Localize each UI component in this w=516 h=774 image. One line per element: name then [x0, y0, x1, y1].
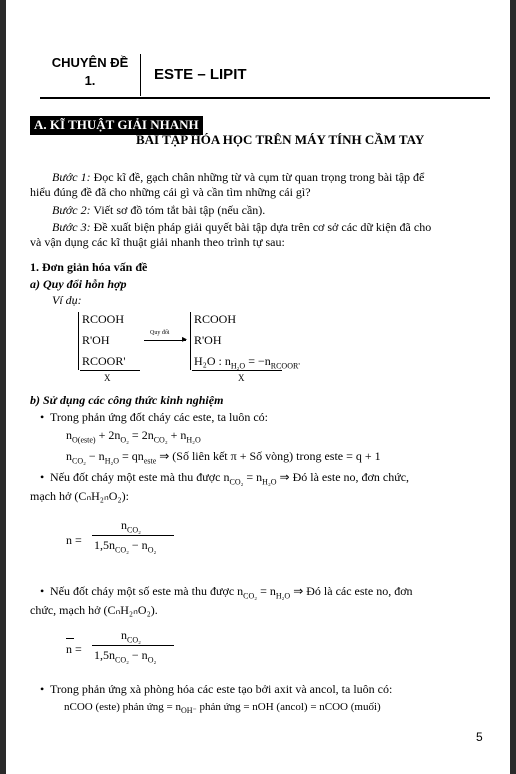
formula-1-numerator: $n_{CO_2}$ [121, 518, 141, 535]
bullet-3: • Nếu đốt cháy một số este mà thu được $n_{CO_2} = n_{H_2O}$ ⇒ Đó là các este no, đơn [50, 584, 413, 603]
arrow-head: ▸ [182, 334, 188, 345]
step-3-line-1: Bước 3: Đề xuất biện pháp giải quyết bài tập dựa trên cơ sở các dữ kiện đã cho [52, 220, 432, 234]
step-1-line-2: hiểu đúng đề đã cho những cái gì và cần tìm những cái gì? [30, 185, 311, 199]
equation-2: $n_{CO_2} - n_{H_2O} = qn_{este}$ ⇒ (Số liên kết π + Số vòng) trong este = q + 1 [66, 449, 381, 466]
bullet-1: • Trong phản ứng đốt cháy các este, ta luôn có: [50, 410, 268, 425]
step-1-line-1: Bước 1: Đọc kĩ đề, gạch chân những từ và cụm từ quan trọng trong bài tập để [52, 170, 425, 184]
right-underline [192, 370, 282, 371]
part-1-title: 1. Đơn giản hóa vấn đề [30, 260, 148, 274]
chapter-number: 1. [84, 73, 96, 88]
section-a-label: A. KĨ THUẬT GIẢI NHANH [30, 116, 203, 135]
left-item-1: RCOOH [82, 312, 125, 326]
formula-1-denominator: $1,5n_{CO_2} - n_{O_2}$ [94, 538, 157, 555]
left-item-3: RCOOR' [82, 354, 126, 368]
left-bracket [78, 312, 79, 370]
saponification-equation: nCOO (este) phản ứng = $n_{OH^-}$ phản ứng = nOH (ancol) = nCOO (muối) [64, 701, 381, 716]
chapter-header [40, 54, 490, 96]
formula-2-numerator: $n_{CO_2}$ [121, 628, 141, 645]
chapter-label: CHUYÊN ĐỀ [51, 55, 129, 70]
page-number: 5 [476, 730, 483, 744]
formula-2-denominator: $1,5n_{CO_2} - n_{O_2}$ [94, 648, 157, 665]
chapter-topic: ESTE – LIPIT [154, 66, 247, 83]
section-a-subtitle: BÀI TẬP HÓA HỌC TRÊN MÁY TÍNH CẦM TAY [136, 132, 425, 147]
right-bracket [190, 312, 191, 370]
right-item-1: RCOOH [194, 312, 237, 326]
right-item-3: H₂O : $n_{H_2O} = -n_{RCOOR'}$ [194, 354, 300, 371]
equation-1: $n_{O(este)} + 2n_{O_2} = 2n_{CO_2} + n_{H_2O}$ [66, 428, 201, 445]
formula-1-lhs: n = [66, 533, 82, 547]
example-label: Ví dụ: [52, 293, 82, 307]
right-item-2: R'OH [194, 333, 222, 347]
part-a-title: a) Quy đổi hỗn hợp [30, 277, 127, 291]
bullet-2-line-2: mạch hở (CₙH₂ₙO₂): [30, 489, 129, 503]
left-label: X [104, 373, 111, 383]
formula-2-lhs: n = [66, 642, 82, 656]
bullet-3-line-2: chức, mạch hở (CₙH₂ₙO₂). [30, 603, 158, 617]
header-rule [40, 97, 490, 99]
part-b-title: b) Sử dụng các công thức kinh nghiệm [30, 393, 224, 407]
bullet-4: • Trong phản ứng xà phòng hóa các este tạo bởi axit và ancol, ta luôn có: [50, 682, 392, 697]
arrow-line [144, 340, 186, 341]
arrow-label: Quy đổi [150, 330, 170, 336]
document-page [6, 0, 510, 774]
left-item-2: R'OH [82, 333, 110, 347]
formula-2-overbar [66, 638, 74, 639]
chapter-box [40, 54, 141, 96]
right-label: X [238, 373, 245, 383]
step-2: Bước 2: Viết sơ đồ tóm tắt bài tập (nếu cần). [52, 203, 266, 217]
step-3-line-2: và vận dụng các kĩ thuật giải nhanh theo trình tự sau: [30, 235, 285, 249]
formula-1-bar [92, 535, 174, 536]
formula-2-bar [92, 645, 174, 646]
bullet-2: • Nếu đốt cháy một este mà thu được $n_{CO_2} = n_{H_2O}$ ⇒ Đó là este no, đơn chức, [50, 470, 409, 489]
